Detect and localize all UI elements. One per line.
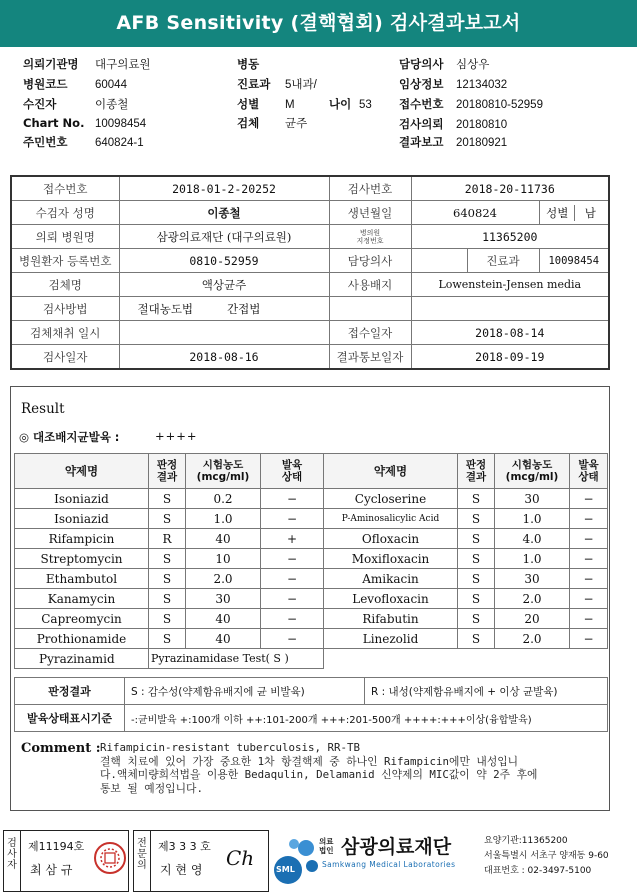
table-header-row: 약제명 판정 결과 시험농도 (mcg/ml) 발육 상태 약제명 판정 결과 시험농도 (mcg/ml) 발육 상태 <box>15 454 608 489</box>
table-row: 검체명 액상균주 사용배지 Lowenstein-Jensen media <box>11 273 609 297</box>
examiner-license-no: 제11194호 <box>28 840 85 853</box>
header-field: 임상정보 12134032 <box>399 77 508 91</box>
table-row: Ethambutol S 2.0 − Amikacin S 30 − <box>15 569 608 589</box>
table-row: 판정결과 S : 감수성(약제함유배지에 균 비발육) R : 내성(약제함유배지에 + 이상 균발육) <box>15 678 608 705</box>
header-field: 수진자 이종철 <box>23 97 129 111</box>
table-row: Capreomycin S 40 − Rifabutin S 20 − <box>15 609 608 629</box>
conc-header: 시험농도 (mcg/ml) <box>495 454 570 489</box>
method-cell: 절대농도법 간접법 <box>119 297 329 321</box>
specialist-license-no: 제3 3 3 호 <box>158 840 211 853</box>
table-row: Rifampicin R 40 + Ofloxacin S 4.0 − <box>15 529 608 549</box>
header-field: 담당의사 심상우 <box>399 57 490 71</box>
sml-logo-graphic <box>272 830 322 890</box>
table-row: Prothionamide S 40 − Linezolid S 2.0 − <box>15 629 608 649</box>
header-field: 주민번호 640824-1 <box>23 135 144 149</box>
table-row: Isoniazid S 1.0 − P-Aminosalicylic Acid S 1.0 − <box>15 509 608 529</box>
header-field: 접수번호 20180810-52959 <box>399 97 543 111</box>
hospital-code-label: 병의원 지정번호 <box>329 225 411 249</box>
footer <box>0 826 637 896</box>
seal-icon <box>94 842 126 874</box>
seal-pattern <box>96 844 124 872</box>
header-field: 성별 M <box>237 97 295 111</box>
table-row: Streptomycin S 10 − Moxifloxacin S 1.0 − <box>15 549 608 569</box>
header-field: 병원코드 60044 <box>23 77 127 91</box>
examiner-name: 최 삼 규 <box>30 863 73 877</box>
control-growth-value: ++++ <box>155 429 198 443</box>
logo-text: SML <box>276 865 295 874</box>
judge-header: 판정 결과 <box>458 454 495 489</box>
table-row: 검사일자 2018-08-16 결과통보일자 2018-09-19 <box>11 345 609 370</box>
header-field: 진료과 5내과/ <box>237 77 317 91</box>
growth-header: 발육 상태 <box>261 454 324 489</box>
specimen-info-table <box>10 175 610 370</box>
org-english-name: Samkwang Medical Laboratories <box>322 860 456 869</box>
signature: Ch <box>226 846 255 870</box>
table-row: Isoniazid S 0.2 − Cycloserine S 30 − <box>15 489 608 509</box>
result-heading: Result <box>21 401 65 417</box>
judge-header: 판정 결과 <box>149 454 186 489</box>
table-row: 병원환자 등록번호 0810-52959 담당의사 진료과 10098454 <box>11 249 609 273</box>
header-age: 나이 53 <box>329 97 372 111</box>
sml-logo-icon <box>272 830 322 890</box>
table-row: 검사방법 절대농도법 간접법 <box>11 297 609 321</box>
header-field: 검체 균주 <box>237 116 308 130</box>
org-name: 삼광의료재단 <box>341 836 452 858</box>
conc-header: 시험농도 (mcg/ml) <box>186 454 261 489</box>
comment-text: Rifampicin-resistant tuberculosis, RR-TB 결핵 치료에 있어 가장 중요한 1차 항결핵제 중 하나인 Rifampicin에만 내성입니 다.액체미량희석법을 이용한 Bedaqulin, Delamanid 신약제의 MIC값이 약 2주 후에 통보 될 예정입니다. <box>100 741 538 795</box>
header-field: Chart No. 10098454 <box>23 116 147 130</box>
table-row: Pyrazinamid Pyrazinamidase Test( S ) <box>15 649 608 669</box>
sex-cell: 성별 남 <box>539 201 609 225</box>
report-title: AFB Sensitivity (결핵협회) 검사결과보고서 <box>0 0 637 47</box>
legend-table <box>14 677 608 732</box>
header-field: 검사의뢰 20180810 <box>399 117 508 131</box>
org-contact: 요양기관:11365200 서울특별시 서초구 양재동 9-60 대표번호 : 02-3497-5100 <box>484 836 609 876</box>
table-row: 의뢰 병원명 삼광의료재단 (대구의료원) 병의원 지정번호 11365200 <box>11 225 609 249</box>
specialist-name: 지 현 영 <box>160 863 203 877</box>
table-row: 발육상태표시기준 -:균비발육 +:100개 이하 ++:101-200개 +++:201-500개 ++++:+++이상(융합발육) <box>15 705 608 732</box>
header-field: 병동 <box>237 57 260 71</box>
specialist-label: 전 문 의 <box>137 838 147 871</box>
header-field: 의뢰기관명 대구의료원 <box>23 57 151 71</box>
comment-label: Comment : <box>21 741 101 756</box>
org-prefix: 의료법인 <box>319 837 334 855</box>
control-growth-label: ◎ 대조배지균발육 : <box>19 430 120 444</box>
table-row: 접수번호 2018-01-2-20252 검사번호 2018-20-11736 <box>11 176 609 201</box>
growth-header: 발육 상태 <box>570 454 608 489</box>
examiner-label: 검 사 자 <box>7 838 17 871</box>
header-field: 결과보고 20180921 <box>399 135 508 149</box>
table-row: Kanamycin S 30 − Levofloxacin S 2.0 − <box>15 589 608 609</box>
table-row: 검체채취 일시 접수일자 2018-08-14 <box>11 321 609 345</box>
table-row: 수검자 성명 이종철 생년월일 640824 성별 남 <box>11 201 609 225</box>
drug-sensitivity-table <box>14 453 608 669</box>
